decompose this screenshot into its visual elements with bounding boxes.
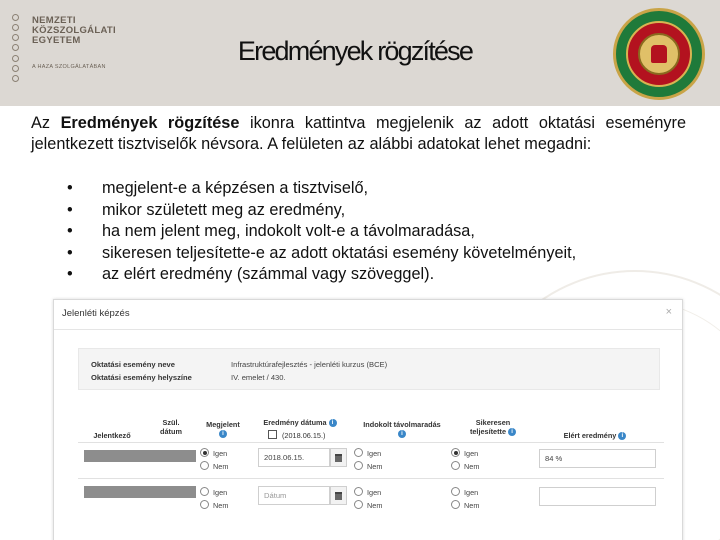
info-icon[interactable]: i bbox=[508, 428, 516, 436]
radio-label: Nem bbox=[213, 501, 229, 510]
col-score: Elért eredmény i bbox=[550, 431, 640, 440]
birth-date-redacted bbox=[142, 450, 196, 462]
info-icon[interactable]: i bbox=[618, 432, 626, 440]
info-icon[interactable]: i bbox=[398, 430, 406, 438]
highlight-eredmenyek: Eredmények rögzítése bbox=[60, 114, 240, 132]
list-item: • mikor született meg az eredmény, bbox=[67, 200, 346, 219]
calendar-icon[interactable] bbox=[330, 448, 347, 467]
radio-label: Nem bbox=[464, 501, 480, 510]
close-icon[interactable]: × bbox=[665, 306, 672, 318]
university-seal-icon bbox=[613, 8, 705, 100]
col-justified-absence: Indokolt távolmaradás i bbox=[363, 420, 441, 438]
list-item: • sikeresen teljesítette-e az adott oktatási esemény követelményeit, bbox=[67, 243, 577, 262]
applicant-name-redacted bbox=[84, 450, 148, 462]
success-yes-radio[interactable] bbox=[451, 448, 460, 457]
radio-label: Igen bbox=[367, 449, 382, 458]
justified-yes-radio[interactable] bbox=[354, 487, 363, 496]
result-date-input[interactable]: Dátum bbox=[258, 486, 330, 505]
list-item: • megjelent-e a képzésen a tisztviselő, bbox=[67, 179, 369, 197]
birth-date-redacted bbox=[142, 486, 196, 498]
radio-label: Igen bbox=[367, 488, 382, 497]
applicant-name-redacted bbox=[84, 486, 148, 498]
score-input[interactable] bbox=[539, 487, 656, 506]
logo-emblem-icon bbox=[12, 14, 22, 82]
info-icon[interactable]: i bbox=[219, 430, 227, 438]
divider bbox=[78, 442, 664, 443]
divider bbox=[78, 478, 664, 479]
feature-list bbox=[31, 178, 686, 286]
logo-text: NEMZETI KÖZSZOLGÁLATI EGYETEM bbox=[32, 15, 116, 46]
event-location-label: Oktatási esemény helyszíne bbox=[91, 373, 192, 382]
result-date-input[interactable]: 2018.06.15. bbox=[258, 448, 330, 467]
success-no-radio[interactable] bbox=[451, 500, 460, 509]
dialog-title: Jelenléti képzés bbox=[62, 308, 130, 319]
attendance-dialog bbox=[53, 299, 683, 540]
header-band bbox=[0, 0, 720, 106]
col-birth-date: Szül. dátum bbox=[160, 418, 182, 436]
divider bbox=[54, 329, 682, 330]
event-name-label: Oktatási esemény neve bbox=[91, 360, 176, 369]
score-input[interactable]: 84 % bbox=[539, 449, 656, 468]
result-date-checkbox[interactable] bbox=[268, 430, 277, 439]
attended-yes-radio[interactable] bbox=[200, 487, 209, 496]
col-result-date: Eredmény dátuma i bbox=[252, 418, 348, 427]
info-icon[interactable]: i bbox=[329, 419, 337, 427]
event-name-value: Infrastruktúrafejlesztés - jelenléti kurzus (BCE) bbox=[231, 360, 388, 369]
radio-label: Igen bbox=[213, 449, 228, 458]
intro-paragraph: Az Eredmények rögzítése ikonra kattintva megjelenik az adott oktatási eseményre jelentkezett tisztviselők névsora. A felületen az alábbi adatokat lehet megadni: bbox=[31, 114, 687, 153]
logo-tagline: A HAZA SZOLGÁLATÁBAN bbox=[32, 64, 106, 70]
university-logo bbox=[12, 14, 122, 84]
event-location-value: IV. emelet / 430. bbox=[231, 373, 286, 382]
col-attended: Megjelent i bbox=[206, 420, 240, 438]
page-title: Eredmények rögzítése bbox=[237, 36, 473, 66]
col-success: Sikeresen teljesítette i bbox=[458, 418, 528, 436]
radio-label: Igen bbox=[464, 488, 479, 497]
attended-no-radio[interactable] bbox=[200, 461, 209, 470]
result-date-default: (2018.06.15.) bbox=[282, 431, 326, 440]
success-yes-radio[interactable] bbox=[451, 487, 460, 496]
attended-yes-radio[interactable] bbox=[200, 448, 209, 457]
justified-yes-radio[interactable] bbox=[354, 448, 363, 457]
radio-label: Igen bbox=[464, 449, 479, 458]
calendar-icon[interactable] bbox=[330, 486, 347, 505]
radio-label: Igen bbox=[213, 488, 228, 497]
event-info-box bbox=[78, 348, 660, 390]
radio-label: Nem bbox=[367, 501, 383, 510]
list-item: • az elért eredmény (számmal vagy szöveggel). bbox=[67, 265, 435, 283]
radio-label: Nem bbox=[213, 462, 229, 471]
radio-label: Nem bbox=[367, 462, 383, 471]
success-no-radio[interactable] bbox=[451, 461, 460, 470]
list-item: • ha nem jelent meg, indokolt volt-e a távolmaradása, bbox=[67, 222, 475, 240]
col-applicant: Jelentkező bbox=[93, 431, 131, 440]
radio-label: Nem bbox=[464, 462, 480, 471]
justified-no-radio[interactable] bbox=[354, 461, 363, 470]
attended-no-radio[interactable] bbox=[200, 500, 209, 509]
justified-no-radio[interactable] bbox=[354, 500, 363, 509]
